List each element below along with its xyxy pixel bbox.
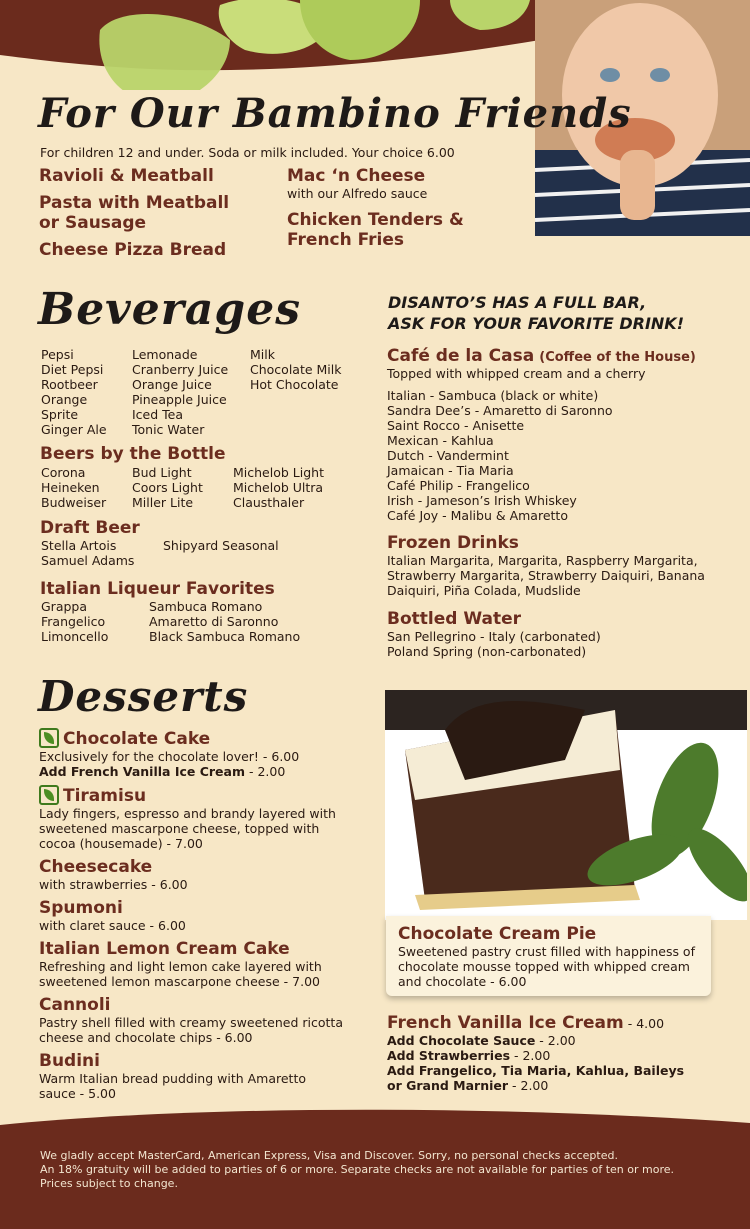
vanilla-addon [387,1033,697,1048]
frozen-title: Frozen Drinks [387,533,519,553]
vanilla-title: French Vanilla Ice Cream [387,1013,624,1033]
drink: Rootbeer [41,377,98,392]
tiramisu-title [39,785,359,806]
drink: Milk [250,347,275,362]
cafe-item: Italian - Sambuca (black or white) [387,388,599,403]
liqueur: Black Sambuca Romano [149,629,301,644]
budini-desc: Warm Italian bread pudding with Amaretto sauce - 5.00 [39,1071,307,1101]
liqueur: Sambuca Romano [149,599,263,614]
pie-title: Chocolate Cream Pie [398,924,597,944]
beer: Coors Light [132,480,203,495]
beer: Miller Lite [132,495,194,510]
drink: Iced Tea [132,407,184,422]
full-bar-banner [388,292,684,334]
chocolate-cake-name: Chocolate Cake [63,729,211,749]
top-banner [0,0,540,90]
drink: Hot Chocolate [250,377,339,392]
liqueur-list [41,599,309,644]
addon-name: Add French Vanilla Ice Cream [39,764,245,779]
beer: Michelob Ultra [233,480,324,495]
drink: Orange Juice [132,377,212,392]
drink: Diet Pepsi [41,362,104,377]
pie-caption [386,916,711,996]
footer-text [40,1149,730,1191]
addon-price: - 2.00 [535,1033,576,1048]
cafe-item: Sandra Dee’s - Amaretto di Saronno [387,403,613,418]
vanilla-section [387,1013,697,1093]
draft-beer: Stella Artois [41,538,117,553]
cannoli-desc: Pastry shell filled with creamy sweetened ricotta cheese and chocolate chips - 6.00 [39,1015,343,1045]
beer: Bud Light [132,465,192,480]
drink: Tonic Water [132,422,205,437]
beers-title: Beers by the Bottle [40,444,226,464]
drink: Ginger Ale [41,422,107,437]
cafe-section [387,346,727,523]
cafe-item: Café Philip - Frangelico [387,478,530,493]
liqueur-title: Italian Liqueur Favorites [40,579,275,599]
cafe-item: Saint Rocco - Anisette [387,418,525,433]
addon-name: Add Frangelico, Tia Maria, Kahlua, Baileys or Grand Marnier [387,1063,685,1093]
desserts-left [39,728,359,1101]
drink: Pineapple Juice [132,392,227,407]
addon-name: Add Chocolate Sauce [387,1033,536,1048]
vanilla-price: - 4.00 [623,1016,665,1031]
addon-price: - 2.00 [245,764,286,779]
footer-line-1: We gladly accept MasterCard, American Express, Visa and Discover. Sorry, no personal checks accepted. [40,1149,618,1162]
cafe-item: Dutch - Vandermint [387,448,509,463]
kids-item-pizza: Cheese Pizza Bread [39,240,227,260]
vanilla-addon [387,1063,687,1093]
cafe-title: Café de la Casa [387,346,535,366]
draft-title: Draft Beer [40,518,140,538]
drink: Lemonade [132,347,198,362]
kids-item-chicken: Chicken Tenders & French Fries [287,210,464,250]
cheesecake-title: Cheesecake [39,857,153,877]
tiramisu-desc: Lady fingers, espresso and brandy layered with sweetened mascarpone cheese, topped with cocoa (housemade) - 7.00 [39,806,336,851]
lemon-cake-desc: Refreshing and light lemon cake layered with sweetened lemon mascarpone cheese - 7.00 [39,959,322,989]
liqueur: Grappa [41,599,88,614]
cafe-item: Café Joy - Malibu & Amaretto [387,508,568,523]
chocolate-cake-desc: Exclusively for the chocolate lover! - 6.00 [39,749,300,764]
drink: Sprite [41,407,79,422]
pie-photo [385,690,747,920]
addon-name: Add Strawberries [387,1048,511,1063]
kids-item-mac-desc: with our Alfredo sauce [287,186,428,201]
kids-item-ravioli: Ravioli & Meatball [39,166,214,186]
chocolate-cake-title [39,728,359,749]
addon-price: - 2.00 [510,1048,551,1063]
full-bar-line-1: DISANTO’S HAS A FULL BAR, [388,293,647,312]
beer: Budweiser [41,495,107,510]
frozen-section [387,533,732,598]
cafe-item: Mexican - Kahlua [387,433,494,448]
leaf-icon [39,728,59,748]
water-item: Poland Spring (non-carbonated) [387,644,587,659]
beverages-title: Beverages [38,284,301,335]
beer: Michelob Light [233,465,324,480]
liqueur: Frangelico [41,614,106,629]
pie-desc: Sweetened pastry crust filled with happiness of chocolate mousse topped with whipped cream and chocolate - 6.00 [398,944,695,989]
draft-list [41,538,303,568]
beer: Clausthaler [233,495,305,510]
spumoni-desc: with claret sauce - 6.00 [39,918,186,933]
liqueur: Amaretto di Saronno [149,614,279,629]
draft-beer: Shipyard Seasonal [163,538,279,553]
beer: Heineken [41,480,100,495]
budini-title: Budini [39,1051,100,1071]
lemon-cake-title: Italian Lemon Cream Cake [39,939,290,959]
kids-item-mac: Mac ‘n Cheese [287,166,426,186]
soft-drinks-list [41,347,350,437]
vanilla-addon [387,1048,697,1063]
beer: Corona [41,465,86,480]
cannoli-title: Cannoli [39,995,111,1015]
beers-list [41,465,343,510]
drink: Orange [41,392,88,407]
kids-subtitle: For children 12 and under. Soda or milk included. Your choice 6.00 [40,145,455,160]
cafe-item: Irish - Jameson’s Irish Whiskey [387,493,577,508]
water-item: San Pellegrino - Italy (carbonated) [387,629,601,644]
footer-line-2: An 18% gratuity will be added to parties of 6 or more. Separate checks are not available for parties of ten or more. [40,1163,674,1176]
cafe-subtitle: (Coffee of the House) [539,350,696,365]
full-bar-line-2: ASK FOR YOUR FAVORITE DRINK! [388,314,684,333]
drink: Pepsi [41,347,74,362]
kids-item-pasta: Pasta with Meatball or Sausage [39,193,230,233]
cafe-desc: Topped with whipped cream and a cherry [387,366,646,381]
spumoni-title: Spumoni [39,898,123,918]
chocolate-cake-addon [39,764,359,779]
water-section [387,609,727,659]
cafe-item: Jamaican - Tia Maria [387,463,514,478]
draft-beer: Samuel Adams [41,553,135,568]
addon-price: - 2.00 [508,1078,549,1093]
tiramisu-name: Tiramisu [63,786,147,806]
kids-right-list [287,166,487,250]
drink: Chocolate Milk [250,362,342,377]
desserts-title: Desserts [38,672,249,721]
drink: Cranberry Juice [132,362,229,377]
footer-line-3: Prices subject to change. [40,1177,178,1190]
liqueur: Limoncello [41,629,109,644]
kids-title: For Our Bambino Friends [38,90,632,137]
frozen-desc: Italian Margarita, Margarita, Raspberry Margarita, Strawberry Margarita, Strawberry Daiquiri, Banana Daiquiri, Piña Colada, Mudslide [387,553,705,598]
cheesecake-desc: with strawberries - 6.00 [39,877,188,892]
kids-left-list [39,166,279,260]
water-title: Bottled Water [387,609,521,629]
leaf-icon [39,785,59,805]
